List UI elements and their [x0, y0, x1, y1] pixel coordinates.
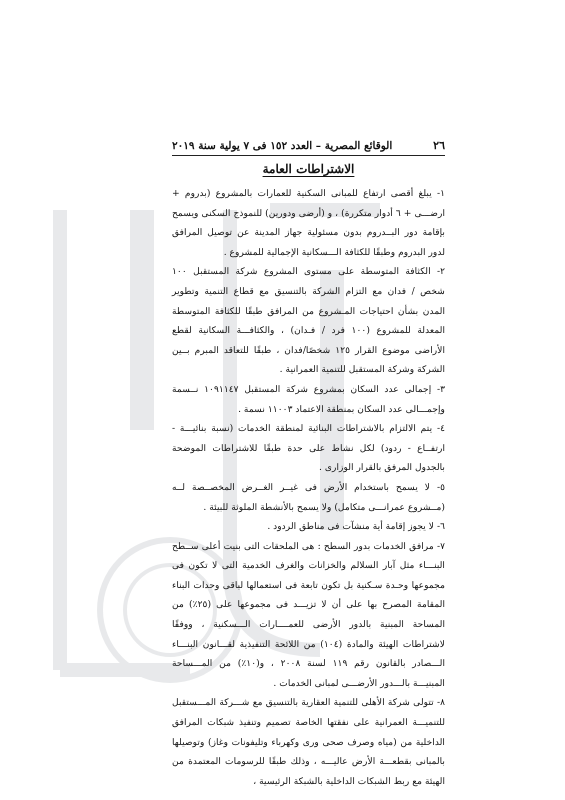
clause-5: ٥- لا يسمح باستخدام الأرض فى غيــر الغــرض المخصــصة لــه (مــشروع عمرانـــى متكامل) ولا يسمح بالأنشطة الملوثة للبيئة . — [172, 481, 445, 513]
page-number: ٢٦ — [433, 139, 445, 152]
section-title: الاشتراطات العامة — [262, 162, 355, 176]
clause-6: ٦- لا يجوز إقامة أية منشآت فى مناطق الردود . — [267, 521, 445, 533]
clause-7: ٧- مرافق الخدمات بدور السطح : هى الملحقات التى بنيت أعلى ســطح البنـــاء مثل آبار السلالم والخزانات والغرف الخدمية التى لا تكون فى مجموعها وحـدة سـكنية بل تكون تابعة فى استعمالها لباقى وحدات البناء المقامة المصرح بها على أن لا تزيـــد فى مجموعها على (٢٥٪) من المساحة المبنية بالدور الأرضى للعمــــارات الـــسكنية ، ووفقًا لاشتراطات الهيئة والمادة (١٠٤) من اللائحة التنفيذية لقـــانون البنـــاء الـــصادر بالقانون رقم ١١٩ لسنة ٢٠٠٨ ، و(١٠٪) من المـــساحة المبنيـــة بالـــدور الأرضـــى لمبانى الخدمات . — [172, 540, 445, 689]
publication-line: الوقائع المصرية – العدد ١٥٢ فى ٧ يولية سنة ٢٠١٩ — [172, 140, 393, 152]
clause-1: ١- يبلغ أقصى ارتفاع للمبانى السكنية للعمارات بالمشروع (بدروم + ارضـــى + ٦ أدوار متكررة) ، و (أرضى ودورين) للنموذج السكنى ويسمح بإقامة دور البــدروم بدون مسئولية جهاز المدينة عن توصيل المرافق لدور البدروم وطبقًا للكثافة الـــسكانية الإجمالية للمشروع . — [172, 188, 445, 258]
body-text — [172, 184, 445, 791]
clause-3: ٣- إجمالى عدد السكان بمشروع شركة المستقبل ١٠٩١١٤٧ نــسمة وإجمـــالى عدد السكان بمنطقة الاعتماد ١١٠٠٣ نسمة . — [172, 383, 446, 415]
clause-4: ٤- يتم الالتزام بالاشتراطات البنائية لمنطقة الخدمات (نسبة بنائيـــة - ارتفــاع - ردود) لكل نشاط على حدة طبقًا للاشتراطات الموضحة بالجدول المرفق بالقرار الوزارى . — [172, 423, 445, 474]
page-header — [172, 130, 445, 156]
clause-8: ٨- تتولى شركة الأهلى للتنمية العقارية بالتنسيق مع شـــركة المـــستقبل للتنميـــة العمرانية على نفقتها الخاصة تصميم وتنفيذ شبكات المرافق الداخلية من (مياه وصرف صحى ورى وكهرباء وتليفونات وغاز) وتوصيلها بالمبانى بقطعـــة الأرض عاليـــه ، وذلك طبقًا للرسومات المعتمدة من الهيئة مع ربط الشبكات الداخلية بالشبكة الرئيسية ، — [172, 697, 445, 787]
clause-2: ٢- الكثافة المتوسطة على مستوى المشروع شركة المستقبل ١٠٠ شخص / فدان مع التزام الشركة بالتنسيق مع قطاع التنمية وتطوير المدن بشأن احتياجات المـشروع من المرافق طبقًا للكثافة المتوسطة المعدلة للمشروع (١٠٠ فرد / فـدان) ، والكثافـــة السكانية لقطع الأراضى موضوع القرار ١٢٥ شخصًا/فدان ، طبقًا للتعاقد المبرم بــين الشركة وشركة المستقبل للتنمية العمرانية . — [172, 266, 445, 376]
